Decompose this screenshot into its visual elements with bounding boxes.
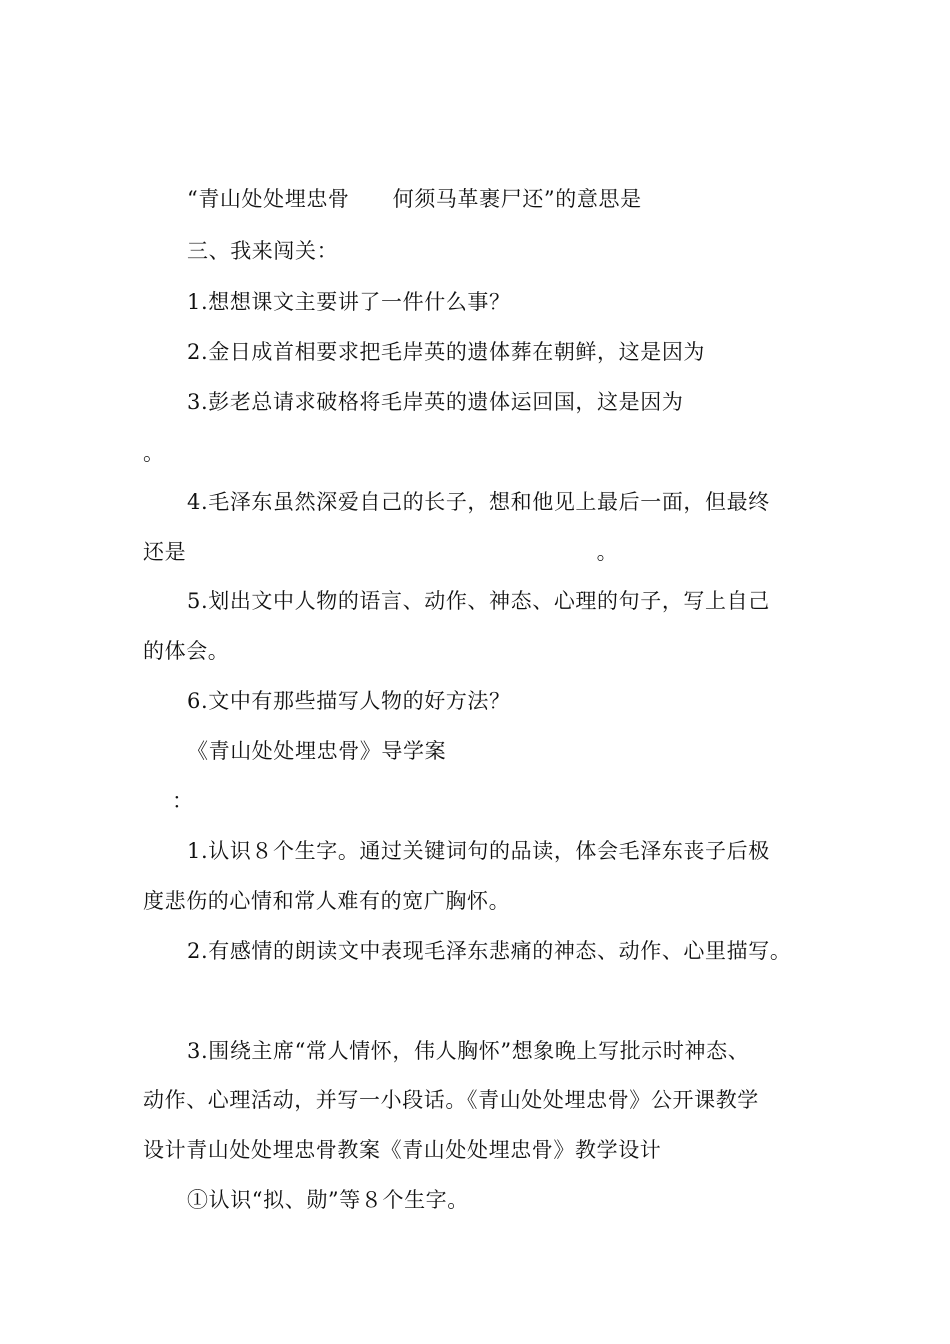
text-line: 4.毛泽东虽然深爱自己的长子，想和他见上最后一面，但最终 — [187, 490, 770, 514]
text-line: 2.金日成首相要求把毛岸英的遗体葬在朝鲜，这是因为 — [187, 340, 706, 364]
text-line: 3.围绕主席“常人情怀，伟人胸怀”想象晚上写批示时神态、 — [187, 1039, 750, 1063]
text-line: ： — [172, 789, 194, 813]
text-line: 《青山处处埋忠骨》导学案 — [187, 739, 447, 763]
text-line: 2.有感情的朗读文中表现毛泽东悲痛的神态、动作、心里描写。 — [187, 939, 792, 963]
text-line: 三、我来闯关： — [187, 239, 339, 263]
text-line: 3.彭老总请求破格将毛岸英的遗体运回国，这是因为 — [187, 390, 684, 414]
text-line: 动作、心理活动，并写一小段话。《青山处处埋忠骨》公开课教学 — [143, 1088, 759, 1112]
text-line: 还是 。 — [143, 540, 619, 564]
text-line: 设计青山处处埋忠骨教案《青山处处埋忠骨》教学设计 — [143, 1138, 662, 1162]
text-line: ①认识“拟、勋”等８个生字。 — [187, 1188, 469, 1212]
text-line: 6.文中有那些描写人物的好方法？ — [187, 689, 511, 713]
text-line: 5.划出文中人物的语言、动作、神态、心理的句子，写上自己 — [187, 589, 770, 613]
text-line: 的体会。 — [143, 639, 230, 663]
text-line: 。 — [143, 441, 165, 465]
text-line: “青山处处埋忠骨 何须马革裹尸还”的意思是 — [187, 187, 642, 211]
text-line: 1.认识８个生字。通过关键词句的品读，体会毛泽东丧子后极 — [187, 839, 770, 863]
text-line: 度悲伤的心情和常人难有的宽广胸怀。 — [143, 889, 511, 913]
text-line: 1.想想课文主要讲了一件什么事？ — [187, 290, 511, 314]
